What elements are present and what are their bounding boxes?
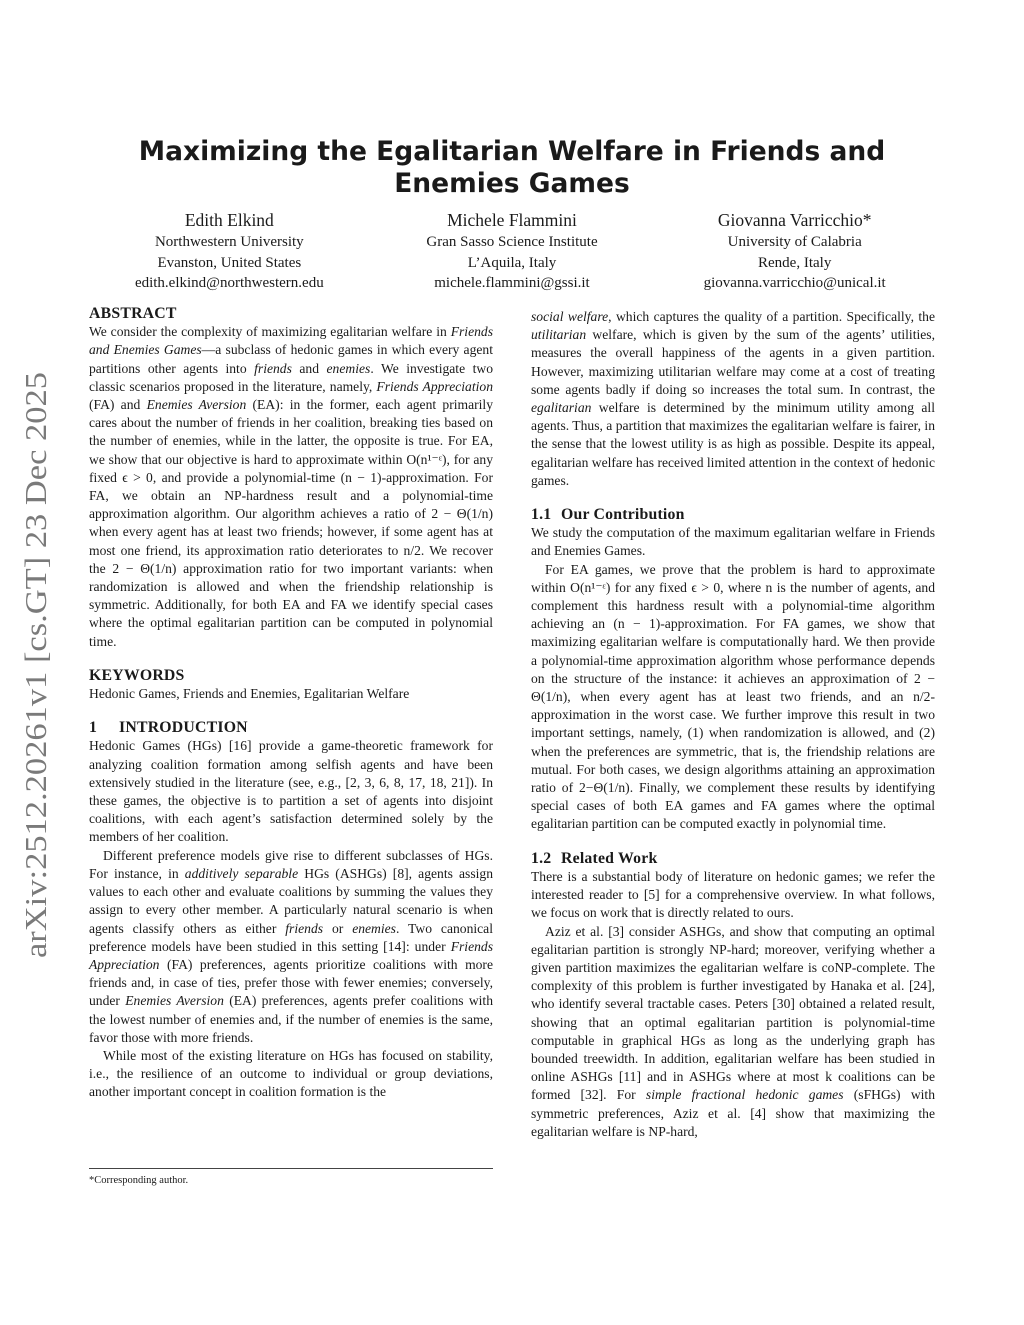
author-location: L’Aquila, Italy	[467, 254, 557, 271]
intro-paragraph: While most of the existing literature on HGs has focused on stability, i.e., the resilience of an outcome to individual or group deviations, another important concept in coalition formation is the	[89, 1047, 493, 1100]
related-work-paragraph: Aziz et al. [3] consider ASHGs, and show that computing an optimal egalitarian partition is strongly NP-hard; moreover, verifying whether a given partition maximizes the egalitarian welfare is coNP-complete. The complexity of this problem is further investigated by Hanaka et al. [24], who identify several tractable cases. Peters [30] obtained a related result, showing that an optimal egalitarian partition is polynomial-time computable in graphical HGs as long as the underlying graph has bounded treewidth. In addition, egalitarian welfare has been studied in online ASHGs [11] and in ASHGs where at most k coalitions can be formed [32]. For simple fractional hedonic games (sFHGs) with symmetric preferences, Aziz et al. [4] show that maximizing the egalitarian welfare is NP-hard,	[531, 923, 935, 1139]
arxiv-stamp-text: arXiv:2512.20261v1 [cs.GT] 23 Dec 2025	[18, 431, 53, 958]
related-work-heading: 1.2 Related Work	[531, 849, 658, 867]
author-affiliation: Gran Sasso Science Institute	[426, 234, 598, 250]
contribution-paragraph: We study the computation of the maximum egalitarian welfare in Friends and Enemies Games.	[531, 525, 935, 559]
introduction-heading: 1 INTRODUCTION	[89, 719, 248, 737]
paper-title: Maximizing the Egalitarian Welfare in Friends and Enemies Games	[138, 136, 886, 199]
left-column	[89, 305, 493, 1102]
author-affiliation: University of Calabria	[727, 234, 862, 250]
intro-continued-paragraph: social welfare, which captures the quality of a partition. Specifically, the utilitarian welfare, which is given by the sum of the agents’ utilities, measures the overall happiness of the agents in a given partition. However, maximizing utilitarian welfare may come at a cost of treating some agents badly if doing so increases the total sum. In contrast, the egalitarian welfare is determined by the minimum utility among all agents. Thus, a partition that maximizes the egalitarian welfare is fairer, in the sense that the lowest utility is as high as possible. Despite its appeal, egalitarian welfare has received limited attention in the context of hedonic games.	[531, 309, 935, 488]
author-location: Rende, Italy	[758, 254, 832, 271]
abstract-text: We consider the complexity of maximizing egalitarian welfare in Friends and Enemies Games—a subclass of hedonic games in which every agent partitions other agents into friends and enemies. We investigate two classic scenarios proposed in the literature, namely, Friends Appreciation (FA) and Enemies Aversion (EA): in the former, each agent primarily cares about the number of friends in her coalition, breaking ties based on the number of enemies, while in the latter, the opposite is true. For EA, we show that our objective is hard to approximate within O(n¹⁻ᵋ), for any fixed ϵ > 0, and provide a polynomial-time (n − 1)-approximation. For FA, we obtain an NP-hardness result and a polynomial-time approximation algorithm. Our algorithm achieves a ratio of 2 − Θ(1/n) when every agent has at least two friends; however, if some agent has at most one friend, its approximation ratio deteriorates to n/2. We recover the 2 − Θ(1/n) approximation ratio for two important variants: when randomization is allowed and when the friendship relationship is symmetric. Additionally, for both EA and FA we identify special cases where the optimal egalitarian partition can be computed in polynomial time.	[89, 324, 493, 649]
our-contribution-heading: 1.1 Our Contribution	[531, 506, 685, 524]
author-email: michele.flammini@gssi.it	[434, 275, 590, 291]
author-block	[88, 208, 936, 294]
keywords-text: Hedonic Games, Friends and Enemies, Egalitarian Welfare	[89, 686, 410, 702]
author-location: Evanston, United States	[157, 254, 302, 271]
author-name: Giovanna Varricchio*	[717, 210, 872, 230]
author-email: edith.elkind@northwestern.edu	[134, 275, 324, 291]
contribution-paragraph: For EA games, we prove that the problem is hard to approximate within O(n¹⁻ᵋ) for any fixed ϵ > 0, where n is the number of agents, and complement this hardness result with a polynomial-time algorithm achieving an (n − 1)-approximation. For FA games, we show that maximizing egalitarian welfare is computationally hard. We then provide a polynomial-time approximation algorithm whose performance depends on the structure of the instance: it achieves an approximation of 2 − Θ(1/n), when every agent has at least two friends, and an n/2-approximation in the worst case. We further improve this result in two important settings, namely, (1) when randomization is allowed, and (2) when the preferences are symmetric, that is, the friendship relations are mutual. For both cases, we design algorithms attaining an approximation ratio of 2−Θ(1/n). Finally, we complement these results by identifying special cases of both EA games and FA games where the optimal egalitarian partition can be computed exactly in polynomial time.	[531, 561, 935, 832]
intro-paragraph: Different preference models give rise to different subclasses of HGs. For instance, in additively separable HGs (ASHGs) [8], agents assign values to each other and evaluate coalitions by summing the values they assign to every other member. A particularly natural scenario is when agents classify others as either friends or enemies. Two canonical preference models have been studied in this setting [14]: under Friends Appreciation (FA) preferences, agents prioritize coalitions with more friends and, in case of ties, prefer those with fewer enemies; conversely, under Enemies Aversion (EA) preferences, agents prefer coalitions with the lowest number of enemies and, if the number of enemies is the same, favor those with more friends.	[89, 847, 494, 1045]
author-1	[88, 208, 371, 294]
author-2	[371, 208, 654, 294]
author-email: giovanna.varricchio@unical.it	[703, 275, 886, 291]
intro-paragraph: Hedonic Games (HGs) [16] provide a game-theoretic framework for analyzing coalition formation among selfish agents and have been extensively studied in the literature (see, e.g., [2, 3, 6, 8, 17, 18, 21]). In these games, the objective is to partition a set of agents into disjoint coalitions, with each agent’s satisfaction determined solely by the members of her coalition.	[89, 738, 493, 845]
related-work-paragraph: There is a substantial body of literature on hedonic games; we refer the interested reader to [5] for a comprehensive overview. In what follows, we focus on work that is directly related to ours.	[531, 868, 935, 921]
author-name: Michele Flammini	[447, 210, 577, 230]
author-3	[653, 208, 936, 294]
abstract-heading: ABSTRACT	[89, 305, 177, 322]
arxiv-stamp	[10, 370, 54, 960]
footnote-rule	[89, 1168, 493, 1169]
right-column	[531, 308, 935, 1141]
author-affiliation: Northwestern University	[154, 234, 304, 250]
keywords-heading: KEYWORDS	[89, 666, 185, 684]
footnote: *Corresponding author.	[89, 1175, 189, 1186]
author-name: Edith Elkind	[184, 210, 274, 230]
